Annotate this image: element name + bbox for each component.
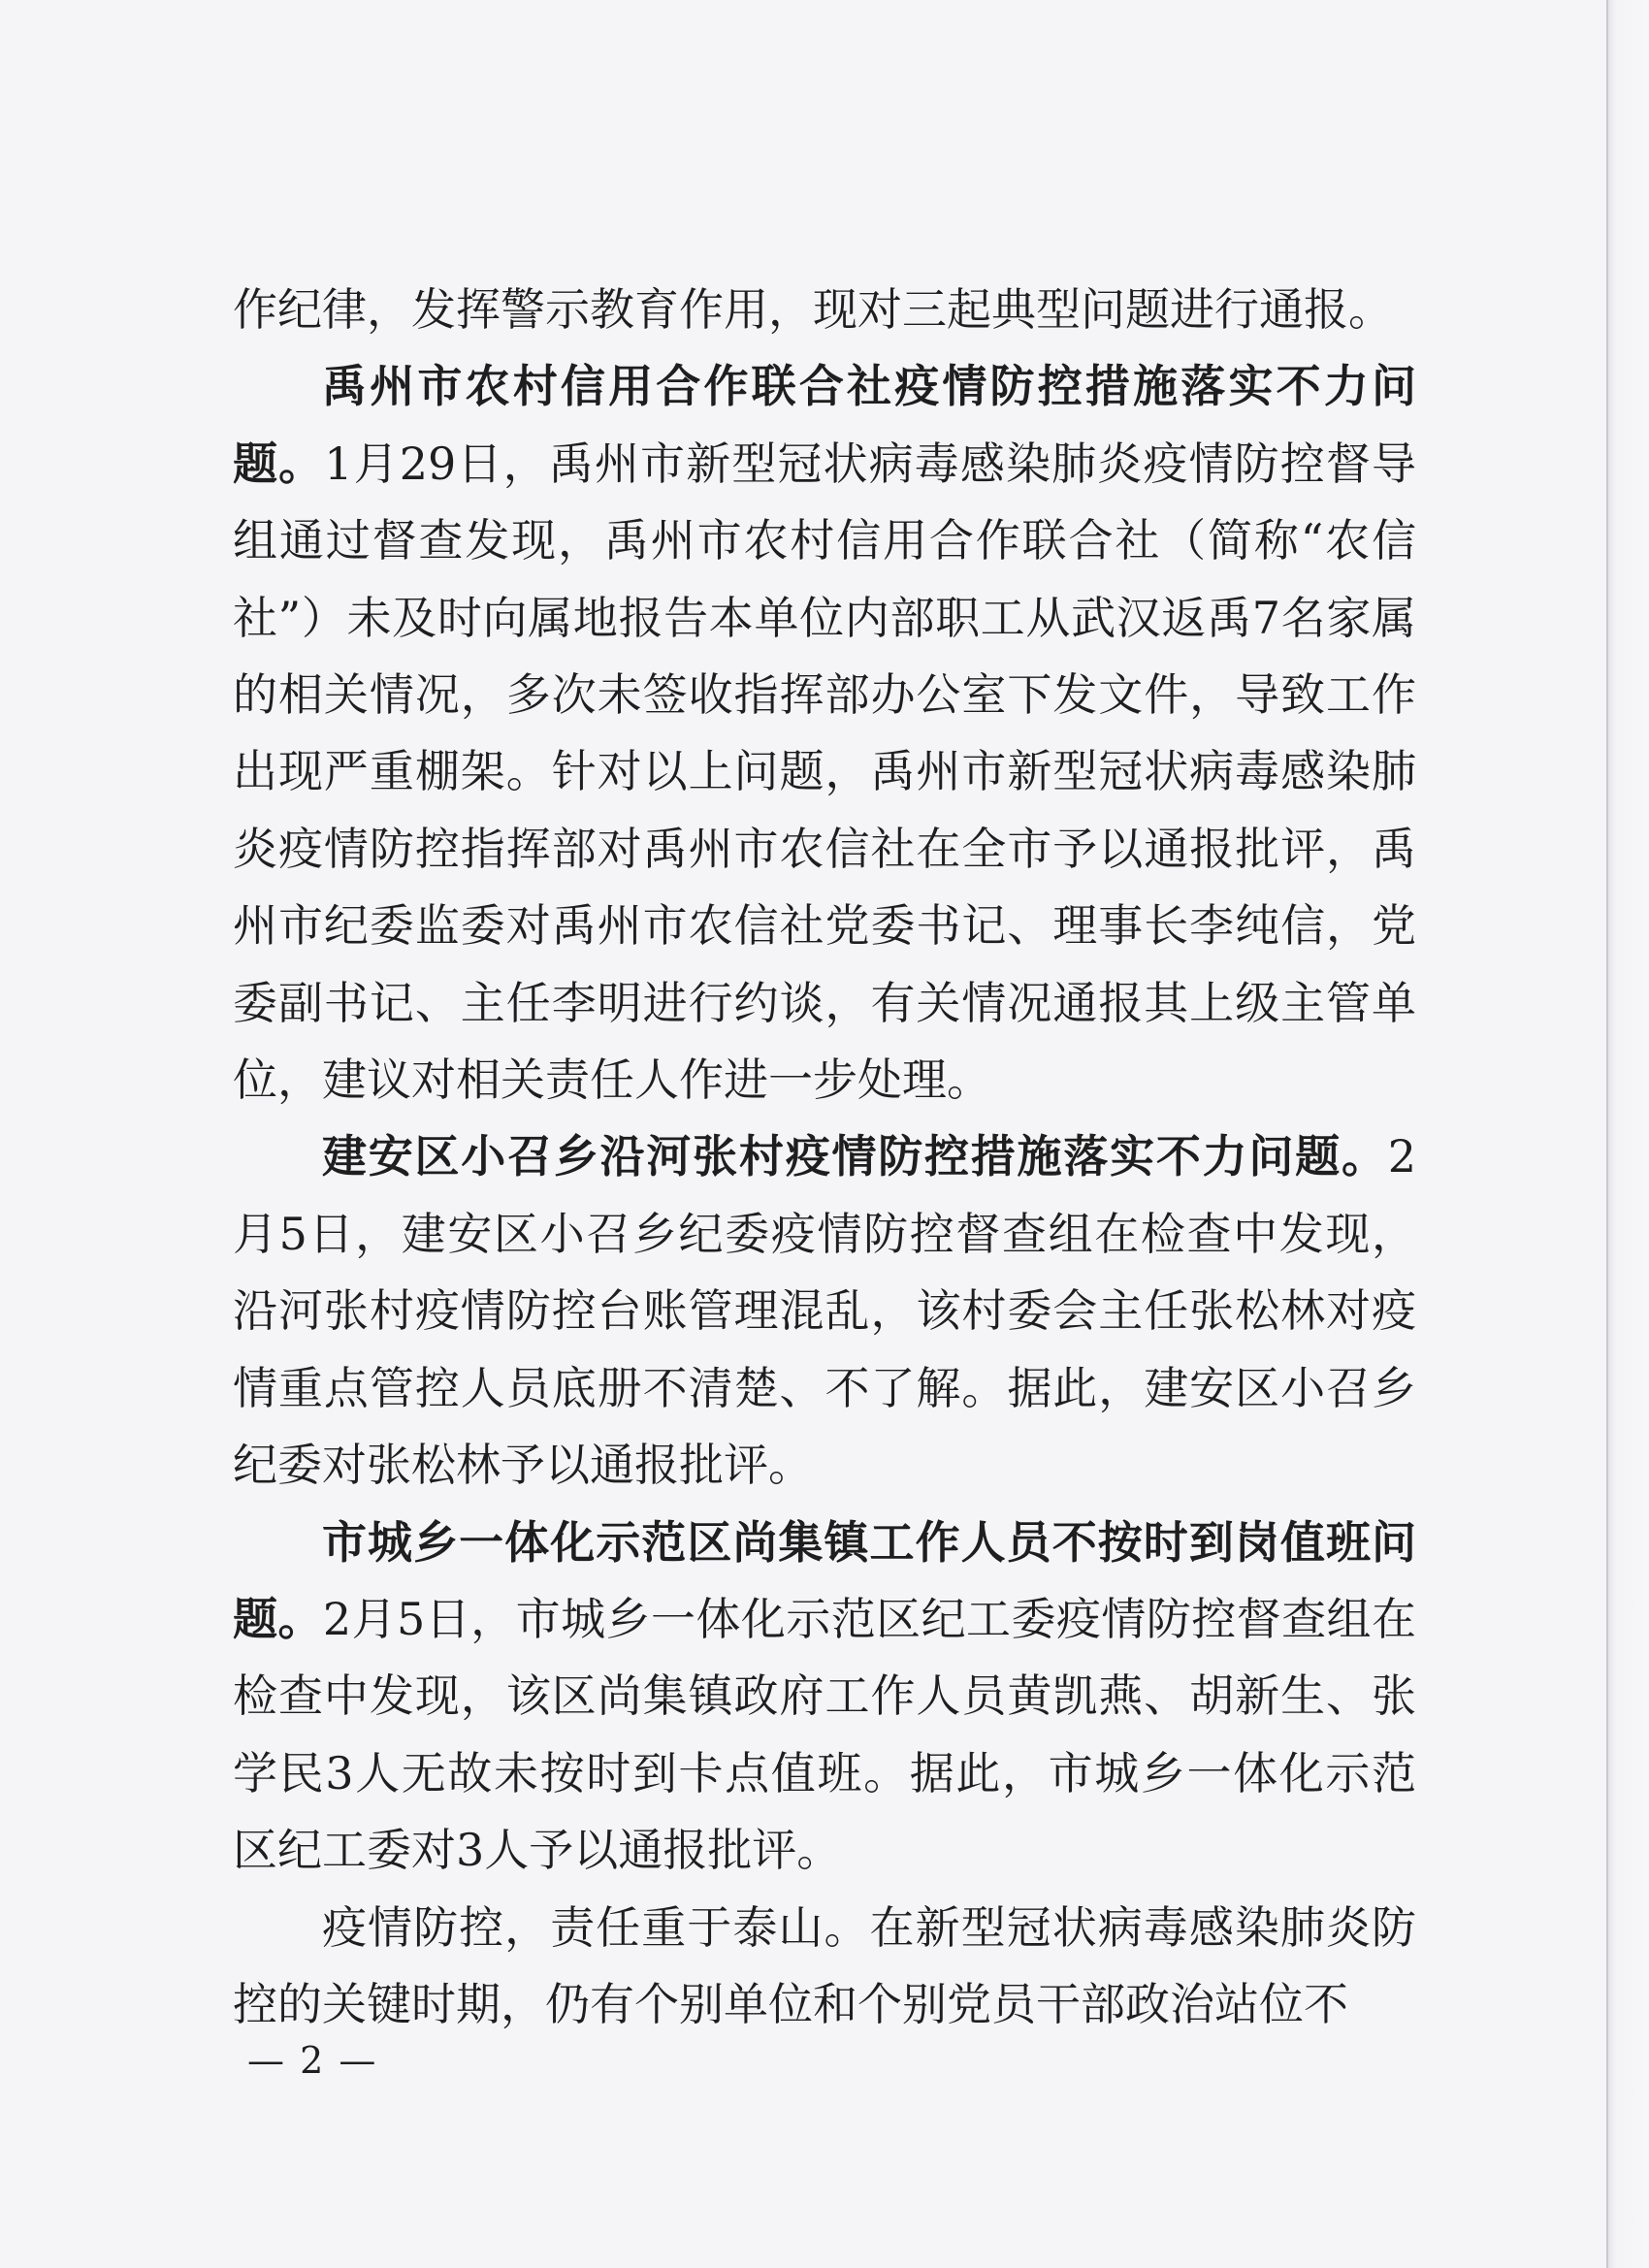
case-2-text: 2月5日，建安区小召乡纪委疫情防控督查组在检查中发现，沿河张村疫情防控台账管理混乱，该村委会主任张松林对疫情重点管控人员底册不清楚、不了解。据此，建安区小召乡纪委对张松林予以通报批评。 — [233, 1130, 1416, 1492]
paragraph-intro-text: 作纪律，发挥警示教育作用，现对三起典型问题进行通报。 — [233, 283, 1393, 336]
document-body — [233, 272, 1416, 2043]
case-3-heading: 市城乡一体化示范区尚集镇工作人员不按时到岗值班问题。 — [233, 1515, 1416, 1645]
paragraph-conclusion — [233, 1890, 1416, 2044]
conclusion-text: 疫情防控，责任重于泰山。在新型冠状病毒感染肺炎防控的关键时期，仍有个别单位和个别党员干部政治站位不 — [233, 1900, 1416, 2030]
paragraph-case-3 — [233, 1505, 1416, 1890]
case-1-text: 1月29日，禹州市新型冠状病毒感染肺炎疫情防控督导组通过督查发现，禹州市农村信用合作联合社（简称“农信社”）未及时向属地报告本单位内部职工从武汉返禹7名家属的相关情况，多次未签收指挥部办公室下发文件，导致工作出现严重棚架。针对以上问题，禹州市新型冠状病毒感染肺炎疫情防控指挥部对禹州市农信社在全市予以通报批评，禹州市纪委监委对禹州市农信社党委书记、理事长李纯信，党委副书记、主任李明进行约谈，有关情况通报其上级主管单位，建议对相关责任人作进一步处理。 — [233, 437, 1416, 1107]
paragraph-case-2 — [233, 1118, 1416, 1504]
case-3-text: 2月5日，市城乡一体化示范区纪工委疫情防控督查组在检查中发现，该区尚集镇政府工作人员黄凯燕、胡新生、张学民3人无故未按时到卡点值班。据此，市城乡一体化示范区纪工委对3人予以通报批评。 — [233, 1592, 1416, 1877]
page-number: — 2 — — [247, 2039, 378, 2082]
paragraph-case-1 — [233, 348, 1416, 1118]
scan-edge — [1606, 0, 1649, 2268]
case-1-heading: 禹州市农村信用合作联合社疫情防控措施落实不力问题。 — [233, 360, 1416, 490]
paragraph-intro — [233, 272, 1416, 348]
case-2-heading: 建安区小召乡沿河张村疫情防控措施落实不力问题。 — [322, 1130, 1388, 1183]
